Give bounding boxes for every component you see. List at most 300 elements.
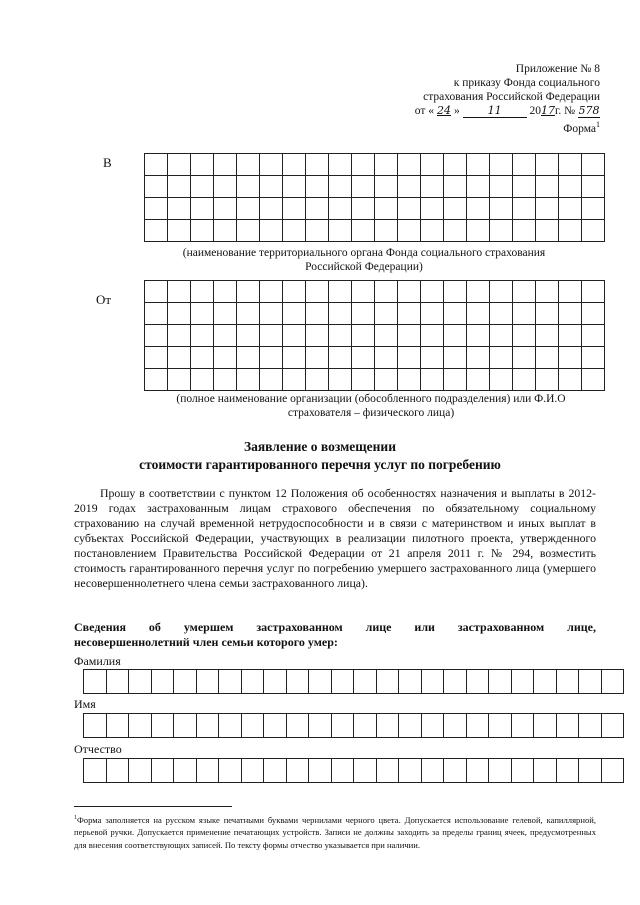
to-label: В	[103, 155, 112, 170]
grid-cell[interactable]	[283, 198, 306, 220]
grid-cell[interactable]	[354, 670, 377, 694]
grid-cell[interactable]	[219, 714, 242, 738]
date-mid: »	[453, 105, 460, 117]
date-prefix: от «	[414, 105, 434, 117]
grid-cell[interactable]	[191, 198, 214, 220]
grid-cell[interactable]	[399, 670, 422, 694]
grid-cell[interactable]	[559, 325, 582, 347]
grid-cell[interactable]	[421, 670, 444, 694]
grid-cell[interactable]	[214, 347, 237, 369]
grid-cell[interactable]	[582, 347, 605, 369]
grid-cell[interactable]	[145, 198, 168, 220]
grid-cell[interactable]	[513, 303, 536, 325]
grid-cell[interactable]	[309, 759, 332, 783]
grid-cell[interactable]	[237, 176, 260, 198]
from-label: От	[96, 292, 112, 307]
grid-cell[interactable]	[237, 325, 260, 347]
grid-cell[interactable]	[467, 347, 490, 369]
grid-cell[interactable]	[513, 198, 536, 220]
grid-cell[interactable]	[174, 714, 197, 738]
footnote-marker: 1	[74, 815, 77, 821]
grid-cell[interactable]	[444, 714, 467, 738]
grid-cell[interactable]	[467, 369, 490, 391]
grid-cell[interactable]	[513, 369, 536, 391]
grid-cell[interactable]	[219, 759, 242, 783]
section-heading-line-2: несовершеннолетний член семьи которого умер:	[74, 635, 338, 649]
grid-cell[interactable]	[214, 303, 237, 325]
grid-cell[interactable]	[375, 176, 398, 198]
grid-row	[145, 369, 605, 391]
grid-cell[interactable]	[191, 369, 214, 391]
grid-cell[interactable]	[174, 759, 197, 783]
patronymic-label: Отчество	[74, 742, 122, 756]
name-label: Имя	[74, 697, 96, 711]
grid-cell[interactable]	[352, 220, 375, 242]
grid-cell[interactable]	[354, 759, 377, 783]
grid-cell[interactable]	[559, 281, 582, 303]
grid-cell[interactable]	[375, 154, 398, 176]
grid-cell[interactable]	[306, 198, 329, 220]
grid-cell[interactable]	[241, 759, 264, 783]
footnote	[74, 812, 596, 851]
grid-cell[interactable]	[579, 670, 602, 694]
grid-cell[interactable]	[559, 176, 582, 198]
request-text: Прошу в соответствии с пунктом 12 Положения об особенностях назначения и выплаты в 2012-2019 годах застрахованным лицам страхового обеспечения по обязательному социальному страхованию на случай временной нетрудоспособности и в связи с материнством и иных выплат в субъектах Российской Федерации, участвующих в реализации пилотного проекта, утвержденного постановлением Правительства Российской Федерации от 21 апреля 2011 г. № 294, возместить стоимость гарантированного перечня услуг по погребению умершего застрахованного лица (умершего несовершеннолетнего члена семьи застрахованного лица).	[74, 486, 596, 590]
grid-cell[interactable]	[421, 220, 444, 242]
surname-label: Фамилия	[74, 654, 121, 668]
grid-row	[84, 670, 624, 694]
grid-cell[interactable]	[174, 670, 197, 694]
grid-cell[interactable]	[601, 759, 624, 783]
grid-cell[interactable]	[490, 154, 513, 176]
grid-cell[interactable]	[444, 325, 467, 347]
grid-cell[interactable]	[375, 325, 398, 347]
grid-cell[interactable]	[260, 303, 283, 325]
grid-cell[interactable]	[283, 281, 306, 303]
grid-cell[interactable]	[444, 347, 467, 369]
grid-cell[interactable]	[191, 176, 214, 198]
grid-cell[interactable]	[219, 670, 242, 694]
grid-cell[interactable]	[490, 325, 513, 347]
from-caption-line-2: страхователя – физического лица)	[287, 407, 455, 419]
grid-cell[interactable]	[582, 281, 605, 303]
grid-row	[145, 198, 605, 220]
grid-cell[interactable]	[467, 198, 490, 220]
grid-cell[interactable]	[168, 198, 191, 220]
from-grid[interactable]	[144, 280, 605, 391]
footnote-separator	[74, 806, 232, 807]
grid-cell[interactable]	[286, 759, 309, 783]
grid-cell[interactable]	[196, 670, 219, 694]
grid-cell[interactable]	[329, 369, 352, 391]
grid-cell[interactable]	[260, 325, 283, 347]
grid-cell[interactable]	[536, 369, 559, 391]
grid-cell[interactable]	[582, 325, 605, 347]
grid-cell[interactable]	[376, 670, 399, 694]
grid-cell[interactable]	[466, 714, 489, 738]
grid-row	[145, 220, 605, 242]
grid-cell[interactable]	[306, 176, 329, 198]
grid-cell[interactable]	[556, 714, 579, 738]
grid-cell[interactable]	[490, 303, 513, 325]
grid-cell[interactable]	[513, 347, 536, 369]
patronymic-grid[interactable]	[83, 758, 624, 783]
grid-cell[interactable]	[375, 198, 398, 220]
grid-cell[interactable]	[260, 369, 283, 391]
grid-cell[interactable]	[398, 303, 421, 325]
grid-cell[interactable]	[306, 347, 329, 369]
grid-cell[interactable]	[191, 347, 214, 369]
grid-cell[interactable]	[490, 347, 513, 369]
header-line-3: страхования Российской Федерации	[423, 91, 600, 103]
to-caption-line-2: Российской Федерации)	[305, 261, 423, 273]
grid-cell[interactable]	[534, 759, 557, 783]
grid-cell[interactable]	[398, 347, 421, 369]
grid-cell[interactable]	[490, 198, 513, 220]
grid-cell[interactable]	[329, 347, 352, 369]
grid-cell[interactable]	[329, 303, 352, 325]
grid-cell[interactable]	[306, 303, 329, 325]
grid-cell[interactable]	[534, 670, 557, 694]
grid-cell[interactable]	[511, 714, 534, 738]
grid-cell[interactable]	[467, 303, 490, 325]
grid-cell[interactable]	[398, 281, 421, 303]
grid-cell[interactable]	[145, 176, 168, 198]
grid-cell[interactable]	[214, 281, 237, 303]
grid-cell[interactable]	[145, 154, 168, 176]
grid-cell[interactable]	[513, 176, 536, 198]
grid-cell[interactable]	[191, 325, 214, 347]
grid-cell[interactable]	[375, 369, 398, 391]
from-caption	[144, 392, 598, 420]
grid-cell[interactable]	[489, 759, 512, 783]
grid-cell[interactable]	[421, 759, 444, 783]
grid-cell[interactable]	[398, 325, 421, 347]
grid-cell[interactable]	[309, 714, 332, 738]
grid-cell[interactable]	[513, 281, 536, 303]
grid-cell[interactable]	[168, 281, 191, 303]
grid-cell[interactable]	[191, 154, 214, 176]
grid-cell[interactable]	[168, 303, 191, 325]
surname-grid[interactable]	[83, 669, 624, 694]
grid-cell[interactable]	[375, 303, 398, 325]
form-footnote-mark: 1	[596, 120, 600, 129]
grid-cell[interactable]	[329, 176, 352, 198]
grid-cell[interactable]	[264, 670, 287, 694]
grid-row	[84, 759, 624, 783]
grid-cell[interactable]	[375, 347, 398, 369]
grid-cell[interactable]	[331, 714, 354, 738]
grid-cell[interactable]	[354, 714, 377, 738]
grid-row	[84, 714, 624, 738]
grid-cell[interactable]	[241, 670, 264, 694]
year-prefix: 20	[529, 105, 541, 117]
grid-cell[interactable]	[237, 220, 260, 242]
grid-cell[interactable]	[421, 325, 444, 347]
grid-cell[interactable]	[84, 714, 107, 738]
grid-cell[interactable]	[151, 714, 174, 738]
header-line-2: к приказу Фонда социального	[453, 77, 600, 89]
grid-cell[interactable]	[376, 714, 399, 738]
grid-cell[interactable]	[582, 154, 605, 176]
grid-cell[interactable]	[168, 347, 191, 369]
grid-cell[interactable]	[214, 220, 237, 242]
grid-cell[interactable]	[283, 154, 306, 176]
document-title	[0, 438, 640, 474]
grid-cell[interactable]	[375, 281, 398, 303]
grid-cell[interactable]	[466, 670, 489, 694]
grid-cell[interactable]	[513, 325, 536, 347]
grid-cell[interactable]	[309, 670, 332, 694]
grid-cell[interactable]	[145, 347, 168, 369]
grid-cell[interactable]	[398, 198, 421, 220]
grid-cell[interactable]	[352, 154, 375, 176]
grid-cell[interactable]	[444, 303, 467, 325]
header-block	[415, 62, 600, 136]
from-caption-line-1: (полное наименование организации (обособленного подразделения) или Ф.И.О	[176, 393, 566, 405]
footnote-text: Форма заполняется на русском языке печатными буквами чернилами черного цвета. Допускается использование гелевой, капиллярной, перьевой ручки. Допускается применение печатающих устройств. Записи не должны заходить за пределы границ ячеек, предусмотренных для внесения соответствующих записей. По тексту формы отчество указывается при наличии.	[74, 814, 596, 850]
request-paragraph	[74, 486, 596, 591]
grid-cell[interactable]	[168, 176, 191, 198]
grid-cell[interactable]	[283, 220, 306, 242]
grid-cell[interactable]	[467, 220, 490, 242]
grid-cell[interactable]	[398, 220, 421, 242]
grid-cell[interactable]	[352, 198, 375, 220]
grid-cell[interactable]	[536, 303, 559, 325]
grid-cell[interactable]	[214, 198, 237, 220]
grid-cell[interactable]	[556, 759, 579, 783]
grid-cell[interactable]	[145, 303, 168, 325]
grid-cell[interactable]	[582, 176, 605, 198]
grid-cell[interactable]	[582, 198, 605, 220]
grid-cell[interactable]	[168, 325, 191, 347]
order-day: 24	[436, 104, 451, 117]
grid-cell[interactable]	[129, 714, 152, 738]
grid-cell[interactable]	[398, 176, 421, 198]
grid-cell[interactable]	[151, 670, 174, 694]
grid-cell[interactable]	[559, 198, 582, 220]
grid-row	[145, 176, 605, 198]
grid-cell[interactable]	[444, 281, 467, 303]
grid-cell[interactable]	[444, 220, 467, 242]
grid-cell[interactable]	[129, 670, 152, 694]
grid-cell[interactable]	[283, 303, 306, 325]
grid-cell[interactable]	[421, 303, 444, 325]
grid-cell[interactable]	[582, 303, 605, 325]
header-line-1: Приложение № 8	[515, 63, 600, 75]
grid-cell[interactable]	[331, 759, 354, 783]
grid-cell[interactable]	[214, 369, 237, 391]
grid-cell[interactable]	[260, 154, 283, 176]
grid-cell[interactable]	[260, 198, 283, 220]
grid-cell[interactable]	[511, 759, 534, 783]
grid-cell[interactable]	[196, 759, 219, 783]
grid-cell[interactable]	[237, 369, 260, 391]
grid-cell[interactable]	[260, 347, 283, 369]
grid-cell[interactable]	[241, 714, 264, 738]
grid-cell[interactable]	[490, 176, 513, 198]
grid-cell[interactable]	[260, 281, 283, 303]
grid-cell[interactable]	[329, 154, 352, 176]
grid-cell[interactable]	[421, 176, 444, 198]
order-date-line	[415, 104, 600, 118]
grid-cell[interactable]	[306, 369, 329, 391]
grid-cell[interactable]	[352, 281, 375, 303]
grid-cell[interactable]	[106, 759, 129, 783]
grid-cell[interactable]	[601, 714, 624, 738]
grid-cell[interactable]	[513, 154, 536, 176]
grid-cell[interactable]	[352, 325, 375, 347]
to-grid[interactable]	[144, 153, 605, 242]
title-line-2: стоимости гарантированного перечня услуг по погребению	[139, 457, 501, 472]
grid-cell[interactable]	[536, 198, 559, 220]
grid-cell[interactable]	[329, 325, 352, 347]
grid-cell[interactable]	[536, 220, 559, 242]
grid-cell[interactable]	[168, 220, 191, 242]
grid-cell[interactable]	[145, 325, 168, 347]
grid-cell[interactable]	[331, 670, 354, 694]
grid-cell[interactable]	[421, 714, 444, 738]
grid-cell[interactable]	[145, 281, 168, 303]
grid-cell[interactable]	[129, 759, 152, 783]
grid-cell[interactable]	[534, 714, 557, 738]
grid-cell[interactable]	[84, 759, 107, 783]
grid-cell[interactable]	[556, 670, 579, 694]
grid-cell[interactable]	[306, 281, 329, 303]
grid-cell[interactable]	[398, 369, 421, 391]
grid-cell[interactable]	[145, 369, 168, 391]
grid-cell[interactable]	[264, 714, 287, 738]
grid-cell[interactable]	[214, 154, 237, 176]
grid-cell[interactable]	[283, 369, 306, 391]
grid-cell[interactable]	[106, 714, 129, 738]
grid-cell[interactable]	[444, 154, 467, 176]
grid-cell[interactable]	[352, 303, 375, 325]
form-label-text: Форма	[563, 122, 596, 135]
grid-cell[interactable]	[467, 281, 490, 303]
grid-cell[interactable]	[375, 220, 398, 242]
grid-cell[interactable]	[329, 220, 352, 242]
grid-cell[interactable]	[286, 670, 309, 694]
grid-cell[interactable]	[444, 198, 467, 220]
grid-cell[interactable]	[582, 220, 605, 242]
grid-cell[interactable]	[444, 369, 467, 391]
grid-cell[interactable]	[421, 347, 444, 369]
grid-cell[interactable]	[168, 369, 191, 391]
grid-cell[interactable]	[191, 220, 214, 242]
grid-cell[interactable]	[283, 325, 306, 347]
grid-cell[interactable]	[306, 220, 329, 242]
grid-cell[interactable]	[306, 154, 329, 176]
grid-cell[interactable]	[489, 670, 512, 694]
grid-cell[interactable]	[237, 281, 260, 303]
grid-cell[interactable]	[329, 281, 352, 303]
grid-cell[interactable]	[352, 347, 375, 369]
grid-row	[145, 347, 605, 369]
to-caption	[144, 246, 584, 274]
grid-cell[interactable]	[151, 759, 174, 783]
grid-cell[interactable]	[145, 220, 168, 242]
grid-cell[interactable]	[466, 759, 489, 783]
grid-cell[interactable]	[286, 714, 309, 738]
grid-row	[145, 325, 605, 347]
form-label	[415, 118, 600, 136]
grid-cell[interactable]	[513, 220, 536, 242]
grid-cell[interactable]	[559, 369, 582, 391]
grid-cell[interactable]	[237, 198, 260, 220]
grid-cell[interactable]	[536, 347, 559, 369]
grid-cell[interactable]	[191, 281, 214, 303]
name-grid[interactable]	[83, 713, 624, 738]
grid-cell[interactable]	[559, 303, 582, 325]
grid-cell[interactable]	[214, 325, 237, 347]
grid-cell[interactable]	[489, 714, 512, 738]
grid-cell[interactable]	[84, 670, 107, 694]
grid-cell[interactable]	[237, 303, 260, 325]
grid-cell[interactable]	[421, 281, 444, 303]
grid-cell[interactable]	[196, 714, 219, 738]
grid-cell[interactable]	[559, 347, 582, 369]
grid-cell[interactable]	[444, 759, 467, 783]
grid-cell[interactable]	[399, 714, 422, 738]
section-heading-line-1: Сведения об умершем застрахованном лице или застрахованном лице,	[74, 620, 596, 634]
grid-cell[interactable]	[536, 154, 559, 176]
grid-cell[interactable]	[536, 176, 559, 198]
grid-cell[interactable]	[536, 325, 559, 347]
grid-cell[interactable]	[168, 154, 191, 176]
grid-cell[interactable]	[260, 176, 283, 198]
grid-cell[interactable]	[399, 759, 422, 783]
order-number: 578	[578, 104, 600, 117]
grid-cell[interactable]	[352, 176, 375, 198]
grid-cell[interactable]	[444, 176, 467, 198]
grid-cell[interactable]	[490, 281, 513, 303]
grid-cell[interactable]	[582, 369, 605, 391]
grid-cell[interactable]	[536, 281, 559, 303]
grid-cell[interactable]	[579, 714, 602, 738]
grid-cell[interactable]	[467, 325, 490, 347]
grid-cell[interactable]	[398, 154, 421, 176]
grid-cell[interactable]	[191, 303, 214, 325]
grid-cell[interactable]	[352, 369, 375, 391]
grid-cell[interactable]	[511, 670, 534, 694]
grid-cell[interactable]	[421, 198, 444, 220]
grid-cell[interactable]	[283, 347, 306, 369]
grid-cell[interactable]	[376, 759, 399, 783]
grid-cell[interactable]	[559, 220, 582, 242]
grid-cell[interactable]	[306, 325, 329, 347]
grid-cell[interactable]	[559, 154, 582, 176]
grid-cell[interactable]	[214, 176, 237, 198]
grid-cell[interactable]	[264, 759, 287, 783]
grid-cell[interactable]	[579, 759, 602, 783]
to-caption-line-1: (наименование территориального органа Фонда социального страхования	[182, 247, 546, 259]
grid-cell[interactable]	[490, 369, 513, 391]
grid-cell[interactable]	[490, 220, 513, 242]
grid-cell[interactable]	[467, 154, 490, 176]
grid-cell[interactable]	[444, 670, 467, 694]
grid-cell[interactable]	[237, 154, 260, 176]
grid-cell[interactable]	[467, 176, 490, 198]
grid-cell[interactable]	[106, 670, 129, 694]
grid-cell[interactable]	[260, 220, 283, 242]
grid-cell[interactable]	[329, 198, 352, 220]
grid-cell[interactable]	[283, 176, 306, 198]
grid-cell[interactable]	[421, 154, 444, 176]
grid-cell[interactable]	[237, 347, 260, 369]
grid-cell[interactable]	[421, 369, 444, 391]
grid-cell[interactable]	[601, 670, 624, 694]
